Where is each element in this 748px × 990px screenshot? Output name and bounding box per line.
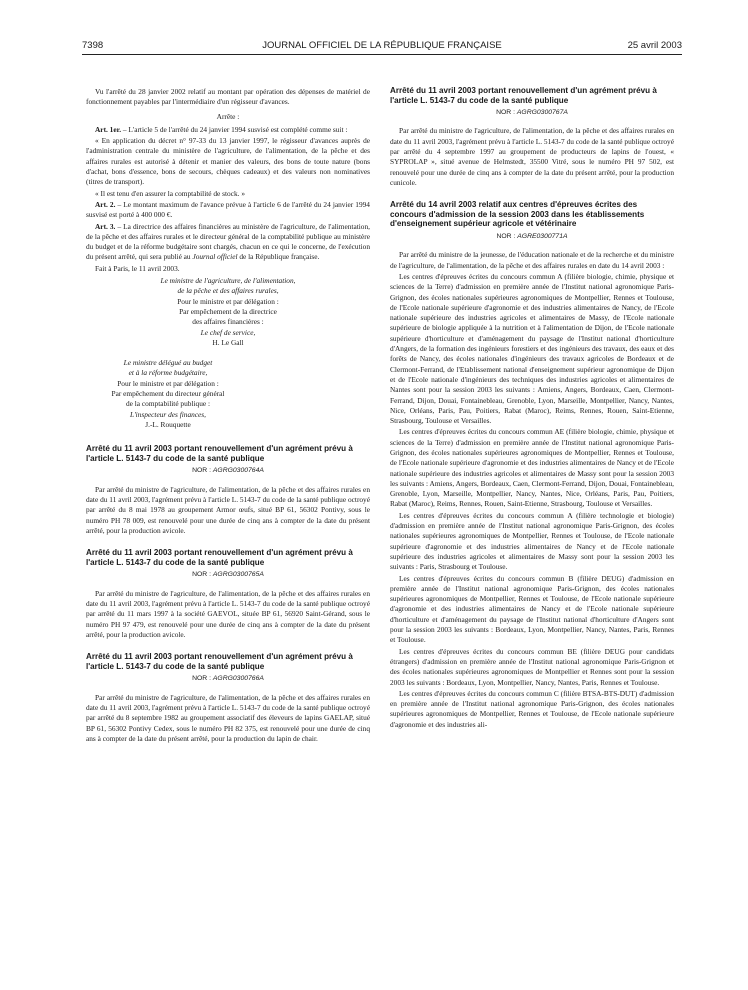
article-1-quote: « En application du décret n° 97-33 du 13 janvier 1997, le régisseur d'avances auprès de l'administration centrale du ministère de l'agriculture, de l'alimentation, de la pêche et des affaires rurales est autorisé à détenir et manier des valeurs, des bons de toute nature (bons d'achat, bons d'essence, bons de secours, chèques cadeaux) et des valeurs non nominatives (titres de transport). [86,136,370,187]
nor-line: NOR : AGRG0300765A [192,571,264,579]
article-2-label: Art. 2. [95,199,116,209]
article-3-text: – La directrice des affaires financières au ministère de l'agriculture, de l'alimentation, de la pêche et des affaires rurales et le directeur général de la comptabilité publique au ministère du budget et de la réforme budgétaire sont chargés, chacun en ce qui le concerne, de l'exécution du présent arrêté, qui sera publié au [86,221,370,262]
decree-title: Arrêté du 11 avril 2003 portant renouvellement d'un agrément prévu à l'article L. 5143-7 du code de la santé publique [86,444,353,463]
signature-line: L'inspecteur des finances, [129,409,207,419]
decree-title: Arrêté du 11 avril 2003 portant renouvellement d'un agrément prévu à l'article L. 5143-7 du code de la santé publique [86,548,353,567]
nor-code: AGRE0300771A [517,233,568,241]
signature-line: Le ministre de l'agriculture, de l'alimentation, [160,276,296,286]
issue-date: 25 avril 2003 [627,40,682,51]
article-1-end: « Il est tenu d'en assurer la comptabilité de stock. » [95,188,245,198]
article-3-end: de la République française. [237,252,320,262]
fait-line: Fait à Paris, le 11 avril 2003. [95,263,180,273]
intro-paragraph: Vu l'arrêté du 28 janvier 2002 relatif au montant par opération des dépenses de matériel de fonctionnement payables par l'intermédiaire d'un régisseur d'avances. [86,87,370,107]
nor-line: NOR : AGRG0300764A [192,467,264,475]
signatory-name: H. Le Gall [212,337,244,347]
signature-line: Pour le ministre et par délégation : [177,296,279,306]
nor-code: AGRG0300766A [212,675,264,683]
signature-line: de la pêche et des affaires rurales, [177,286,279,296]
signature-line: et à la réforme budgétaire, [128,368,208,378]
decree-text: Par arrêté du ministre de l'agriculture, de l'alimentation, de la pêche et des affaires rurales en date du 11 avril 2003, l'agrément prévu à l'article L. 5143-7 du code de la santé publique octroyé par arrêté du 8 mai 1978 au groupement Armor œufs, situé BP 61, 56302 Pontivy, sous le numéro PH 78 009, est renouvelé pour une durée de cinq ans à compter de la date du présent arrêté, pour la production avicole. [86,484,370,535]
signature-line: Par empêchement du directeur général [111,389,225,399]
article-2 [86,200,370,221]
decree-text: Par arrêté du ministre de l'agriculture, de l'alimentation, de la pêche et des affaires rurales en date du 11 avril 2003, l'agrément prévu à l'article L. 5143-7 du code de la santé publique octroyé par arrêté du 8 septembre 1982 au groupement associatif des éleveurs de lapins GAELAP, situé BP 61, 56302 Pontivy Cedex, sous le numéro PH 82 375, est renouvelé pour une durée de cinq ans à compter de la date du présent arrêté, pour la production du lapin de chair. [86,692,370,743]
journal-title: JOURNAL OFFICIEL DE LA RÉPUBLIQUE FRANÇAISE [262,40,502,51]
decree-text: Par arrêté du ministre de l'agriculture, de l'alimentation, de la pêche et des affaires rurales en date du 11 avril 2003, l'agrément prévu à l'article L. 5143-7 du code de la santé publique octroyé par arrêté du 4 septembre 1997 au groupement de producteurs de lapins de l'ouest, « SYPROLAP », situé avenue de Helmstedt, 35500 Vitré, sous le numéro PH 97 502, est renouvelé pour une durée de cinq ans à compter de la date du présent arrêté, pour la production cunicole. [390,126,674,187]
decree-title: Arrêté du 11 avril 2003 portant renouvellement d'un agrément prévu à l'article L. 5143-7 du code de la santé publique [86,652,353,671]
article-3 [86,222,370,263]
article-1-text: – L'article 5 de l'arrêté du 24 janvier 1994 susvisé est complété comme suit : [121,124,348,134]
concours-a-techno-paragraph: Les centres d'épreuves écrites du concours commun A (filière technologie et biologie) d'admission en première année de l'Institut national agronomique Paris-Grignon, des écoles nationales supérieures agronomiques de Montpellier, Rennes et Toulouse, de l'Ecole nationale supérieure d'agronomie et des industries alimentaires de Nancy et de l'Ecole nationale supérieure des industries agricoles et alimentaires de Massy sont pour la session 2003 les suivants : Paris, Strasbourg et Toulouse. [390,510,674,572]
concours-c-paragraph: Les centres d'épreuves écrites du concours commun C (filière BTSA-BTS-DUT) d'admission en première année de l'Institut national agronomique Paris-Grignon, des écoles nationales supérieures agronomiques de Montpellier, Rennes et Toulouse, de l'Ecole nationale supérieure d'agronomie et des industries ali- [390,688,674,729]
right-column [390,86,674,731]
page-number: 7398 [82,40,104,51]
signature-line: Le chef de service, [200,327,256,337]
header-rule [82,54,682,55]
article-1-label: Art. 1er. [95,124,122,134]
signature-block-budget [86,358,370,430]
concours-ae-paragraph: Les centres d'épreuves écrites du concours commun AE (filière biologie, chimie, physique et sciences de la Terre) d'admission en première année de l'Institut national agronomique Paris-Grignon, des écoles nationales supérieures agronomiques de Montpellier, Rennes et Toulouse, de l'Ecole nationale supérieure d'agronomie et des industries alimentaires de Nancy et de l'Ecole nationale supérieure des industries agricoles et alimentaires de Massy sont pour la session 2003 les suivants : Amiens, Angers, Bordeaux, Caen, Clermont-Ferrand, Dijon, Douai, Fontainebleau, Grenoble, Lyon, Marseille, Montpellier, Nancy, Nantes, Nice, Orléans, Paris, Pau, Poitiers, Rabat (Maroc), Reims, Rennes, Rouen, Saint-Etienne, Strasbourg, Toulouse et Versailles. [390,427,674,509]
article-2-text: – Le montant maximum de l'avance prévue à l'article 6 de l'arrêté du 24 janvier 1994 susvisé est porté à 400 000 €. [86,199,370,220]
decree-intro: Par arrêté du ministre de la jeunesse, de l'éducation nationale et de la recherche et du ministre de l'agriculture, de l'alimentation, de la pêche et des affaires rurales en date du 14 avril 2003 : [390,250,674,270]
arrete-heading: Arrête : [216,111,240,121]
signature-line: des affaires financières : [192,317,264,327]
journal-officiel-ref: Journal officiel [192,252,238,262]
concours-a-paragraph: Les centres d'épreuves écrites du concours commun A (filière biologie, chimie, physique et sciences de la Terre) d'admission en première année de l'Institut national agronomique Paris-Grignon, des écoles nationales supérieures agronomiques de Montpellier, Rennes et Toulouse, de l'Ecole nationale supérieure d'agronomie et des industries alimentaires de Nancy, de l'Ecole nationale supérieure des industries agricoles et alimentaires de Massy, de l'Ecole nationale supérieure de biologie appliquée à la nutrition et à l'alimentation de Dijon, de l'Ecole nationale supérieure d'horticulture et d'aménagement du paysage de l'Institut national d'horticulture d'Angers, de la formation des ingénieurs forestiers et des ingénieurs des travaux, des eaux et des forêts de Nancy, des écoles nationales d'ingénieurs des travaux agricoles de Bordeaux et de Clermont-Ferrand, de l'Etablissement national d'enseignement supérieur agronomique de Dijon et de l'Ecole nationale d'ingénieurs des techniques des industries agricoles et alimentaires de Nantes sont pour la session 2003 les suivants : Amiens, Angers, Bordeaux, Caen, Clermont-Ferrand, Dijon, Douai, Fontainebleau, Grenoble, Lyon, Marseille, Montpellier, Nancy, Nantes, Nice, Orléans, Paris, Pau, Poitiers, Rabat (Maroc), Reims, Rennes, Rouen, Saint-Etienne, Strasbourg, Toulouse et Versailles. [390,271,674,426]
article-1 [86,125,370,135]
nor-line: NOR : AGRG0300767A [496,109,568,117]
signature-line: de la comptabilité publique : [125,399,211,409]
concours-b-paragraph: Les centres d'épreuves écrites du concours commun B (filière DEUG) d'admission en première année de l'Institut national agronomique Paris-Grignon, des écoles nationales supérieures agronomiques de Montpellier, Rennes et Toulouse, de l'Ecole nationale supérieure d'agronomie et des industries alimentaires de Nancy et de l'Ecole nationale supérieure d'horticulture et d'aménagement du paysage de l'Institut national d'horticulture d'Angers sont pour la session 2003 les suivants : Bordeaux, Lyon, Montpellier, Nancy, Nantes, Paris, Rennes et Toulouse. [390,573,674,645]
left-column [86,87,370,745]
article-3-label: Art. 3. [95,221,116,231]
decree-title: Arrêté du 11 avril 2003 portant renouvellement d'un agrément prévu à l'article L. 5143-7 du code de la santé publique [390,86,657,105]
nor-line: NOR : AGRG0300766A [192,675,264,683]
page-header [82,40,682,54]
nor-code: AGRG0300764A [212,467,264,475]
signatory-name: J.-L. Rouquette [145,419,191,429]
decree-title: Arrêté du 14 avril 2003 relatif aux centres d'épreuves écrites des concours d'admission de la session 2003 dans les établissements d'enseignement supérieur agricole et vétérinaire [390,200,645,229]
signature-line: Par empêchement de la directrice [179,306,277,316]
concours-be-paragraph: Les centres d'épreuves écrites du concours commun BE (filière DEUG pour candidats étrangers) d'admission en première année de l'Institut national agronomique Paris-Grignon et des écoles nationales supérieures agronomiques de Montpellier et Rennes sont pour la session 2003 les suivants : Bordeaux, Lyon, Montpellier, Nancy, Nantes, Paris, Rennes et Toulouse. [390,646,674,687]
nor-line: NOR : AGRE0300771A [496,233,568,241]
signature-line: Le ministre délégué au budget [123,358,213,368]
nor-code: AGRG0300767A [516,109,568,117]
signature-line: Pour le ministre et par délégation : [117,378,219,388]
decree-text: Par arrêté du ministre de l'agriculture, de l'alimentation, de la pêche et des affaires rurales en date du 11 avril 2003, l'agrément prévu à l'article L. 5143-7 du code de la santé publique octroyé par arrêté du 11 mars 1997 à la société GAEVOL, située BP 61, 56920 Saint-Gérand, sous le numéro PH 97 479, est renouvelé pour une durée de cinq ans à compter de la date du présent arrêté, pour la production avicole. [86,588,370,639]
signature-block-agriculture [86,276,370,348]
nor-code: AGRG0300765A [212,571,264,579]
